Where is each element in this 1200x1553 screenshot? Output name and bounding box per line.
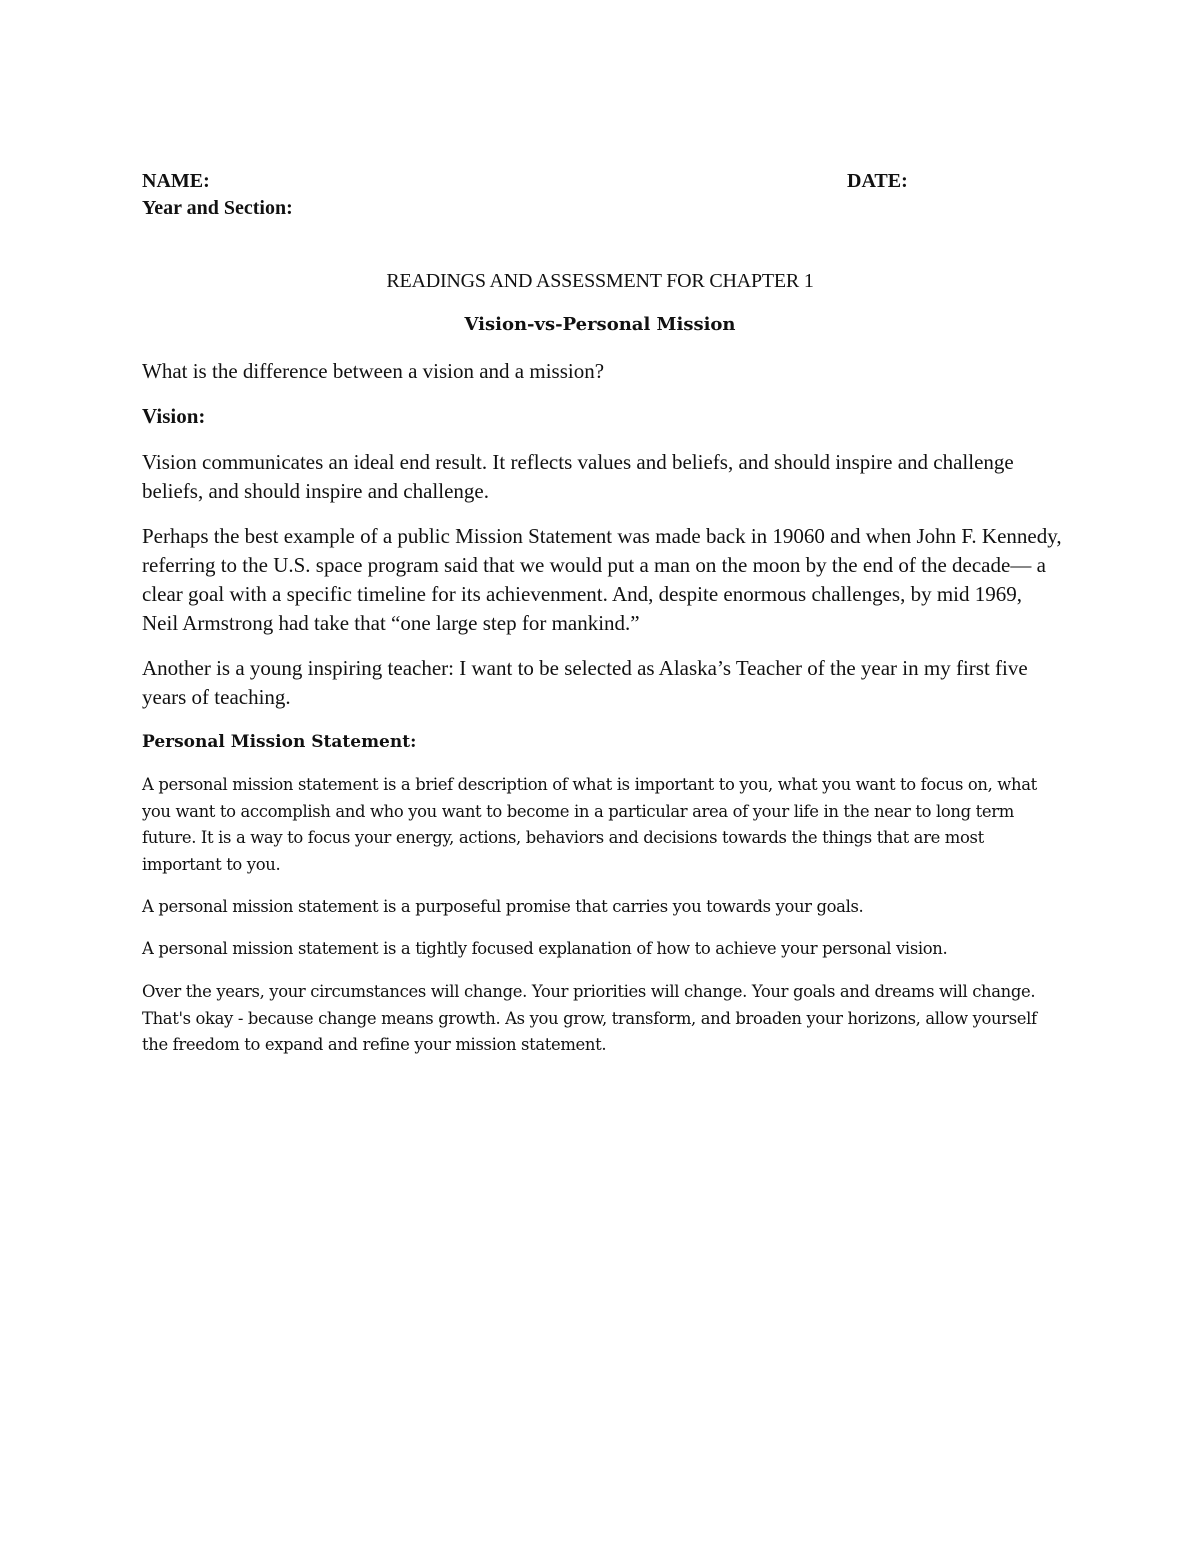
- personal-mission-paragraph-1: A personal mission statement is a brief description of what is important to you, what you want to focus on, what you want to accomplish and who you want to become in a particular area of your life in the near to long term future. It is a way to focus your energy, actions, behaviors and decisions towards the things that are most important to you.: [142, 775, 1037, 874]
- name-label: NAME:: [142, 170, 210, 192]
- vision-paragraph-3: Another is a young inspiring teacher: I want to be selected as Alaska’s Teacher of the year in my first five years of teaching.: [142, 656, 1028, 709]
- personal-mission-paragraph-3: A personal mission statement is a tightly focused explanation of how to achieve your personal vision.: [142, 939, 948, 958]
- date-label: DATE:: [847, 170, 908, 192]
- personal-mission-paragraph-2: A personal mission statement is a purposeful promise that carries you towards your goals.: [142, 897, 864, 916]
- document-subtitle: Vision-vs-Personal Mission: [464, 314, 736, 335]
- document-title: READINGS AND ASSESSMENT FOR CHAPTER 1: [386, 270, 814, 292]
- vision-paragraph-1: Vision communicates an ideal end result. It reflects values and beliefs, and should inspire and challenge beliefs, and should inspire and challenge.: [142, 450, 1014, 503]
- vision-paragraph-2: Perhaps the best example of a public Mission Statement was made back in 19060 and when John F. Kennedy, referring to the U.S. space program said that we would put a man on the moon by the end of the decade— a clear goal with a specific timeline for its achievenment. And, despite enormous challenges, by mid 1969, Neil Armstrong had take that “one large step for mankind.”: [142, 524, 1062, 635]
- header-row: [142, 170, 922, 196]
- personal-mission-paragraph-4: Over the years, your circumstances will change. Your priorities will change. Your goals and dreams will change. That's okay - because change means growth. As you grow, transform, and broaden your horizons, allow yourself the freedom to expand and refine your mission statement.: [142, 982, 1037, 1054]
- vision-heading: Vision:: [142, 404, 206, 428]
- year-section-label: Year and Section:: [142, 197, 293, 219]
- question-text: What is the difference between a vision and a mission?: [142, 359, 605, 383]
- personal-mission-heading: Personal Mission Statement:: [142, 732, 417, 752]
